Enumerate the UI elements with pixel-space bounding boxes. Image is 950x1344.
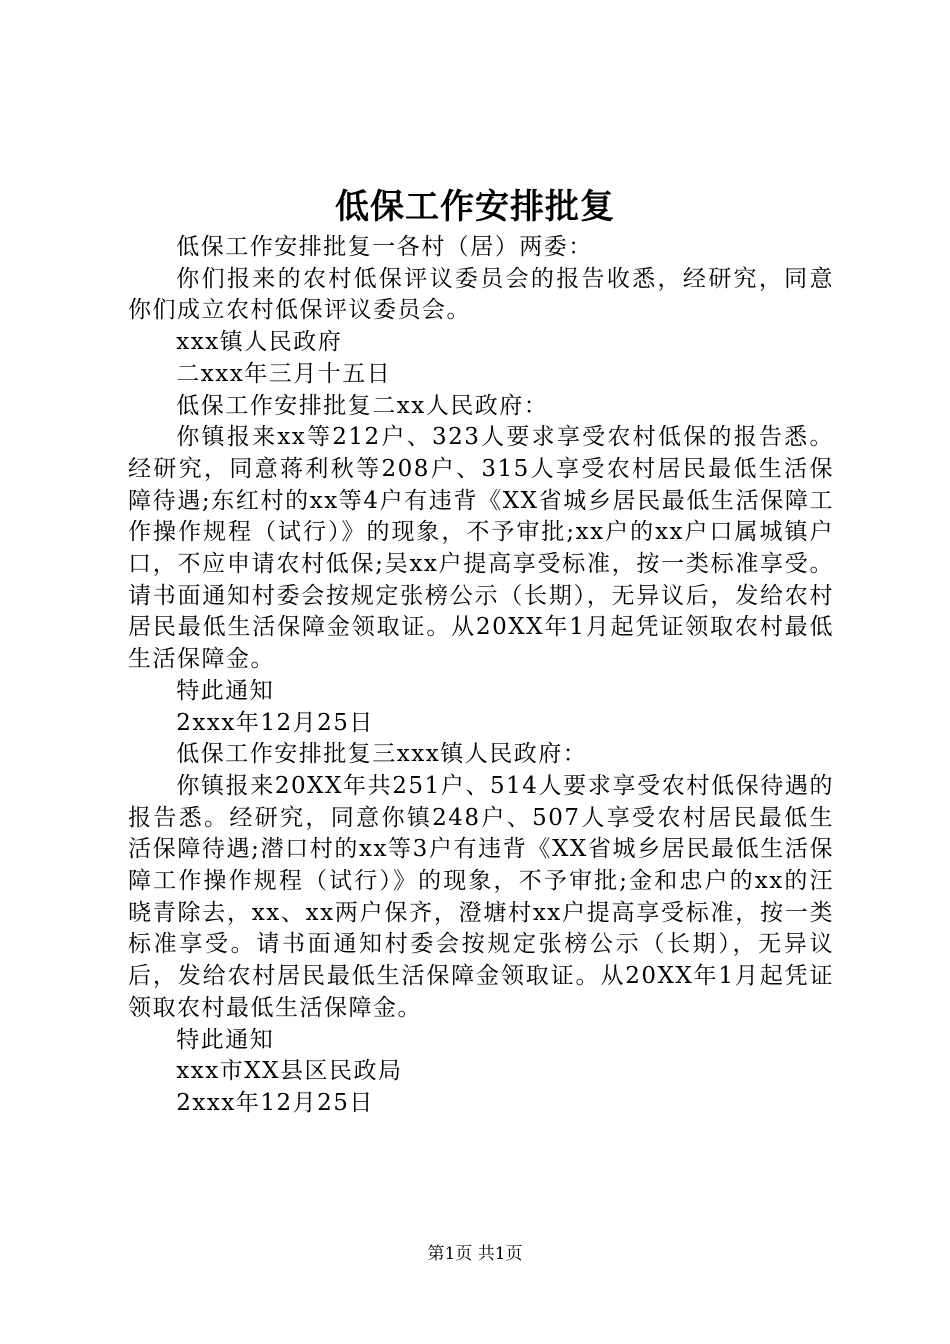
paragraph-date-3: 2xxx年12月25日: [176, 1089, 374, 1116]
paragraph-signature-1: xxx镇人民政府: [176, 329, 343, 356]
paragraph-salutation-1: 低保工作安排批复一各村（居）两委：: [176, 234, 593, 260]
paragraph-date-1: 二xxx年三月十五日: [176, 360, 392, 387]
paragraph-salutation-3: 低保工作安排批复三xxx镇人民政府：: [176, 741, 588, 768]
paragraph-notice-3: 特此通知: [176, 1026, 275, 1053]
paragraph-notice-2: 特此通知: [176, 677, 275, 704]
paragraph-salutation-2: 低保工作安排批复二xx人民政府：: [176, 392, 549, 419]
paragraph-content-3: 你镇报来20XX年共251户、514人要求享受农村低保待遇的报告悉。经研究，同意你镇248户、507人享受农村居民最低生活保障待遇;潜口村的xx等3户有违背《XX省城乡居民最低生活保障工作操作规程（试行）》的现象，不予审批;金和忠户的xx的汪晓青除去，xx、xx两户保齐，澄塘村xx户提高享受标准，按一类标准享受。请书面通知村委会按规定张榜公示（长期），无异议后，发给农村居民最低生活保障金领取证。从20XX年1月起凭证领取农村最低生活保障金。: [128, 772, 834, 1021]
paragraph-date-2: 2xxx年12月25日: [176, 709, 374, 736]
document-body: [128, 232, 834, 1120]
paragraph-content-1: 你们报来的农村低保评议委员会的报告收悉，经研究，同意你们成立农村低保评议委员会。: [128, 265, 834, 324]
document-title: 低保工作安排批复: [335, 187, 615, 227]
paragraph-content-2: 你镇报来xx等212户、323人要求享受农村低保的报告悉。经研究，同意蒋利秋等208户、315人享受农村居民最低生活保障待遇;东红村的xx等4户有违背《XX省城乡居民最低生活保障工作操作规程（试行）》的现象，不予审批;xx户的xx户口属城镇户口，不应申请农村低保;吴xx户提高享受标准，按一类标准享受。请书面通知村委会按规定张榜公示（长期），无异议后，发给农村居民最低生活保障金领取证。从20XX年1月起凭证领取农村最低生活保障金。: [128, 424, 834, 673]
paragraph-signature-3: xxx市XX县区民政局: [176, 1058, 403, 1085]
page-number-footer: 第1页 共1页: [427, 1244, 523, 1264]
